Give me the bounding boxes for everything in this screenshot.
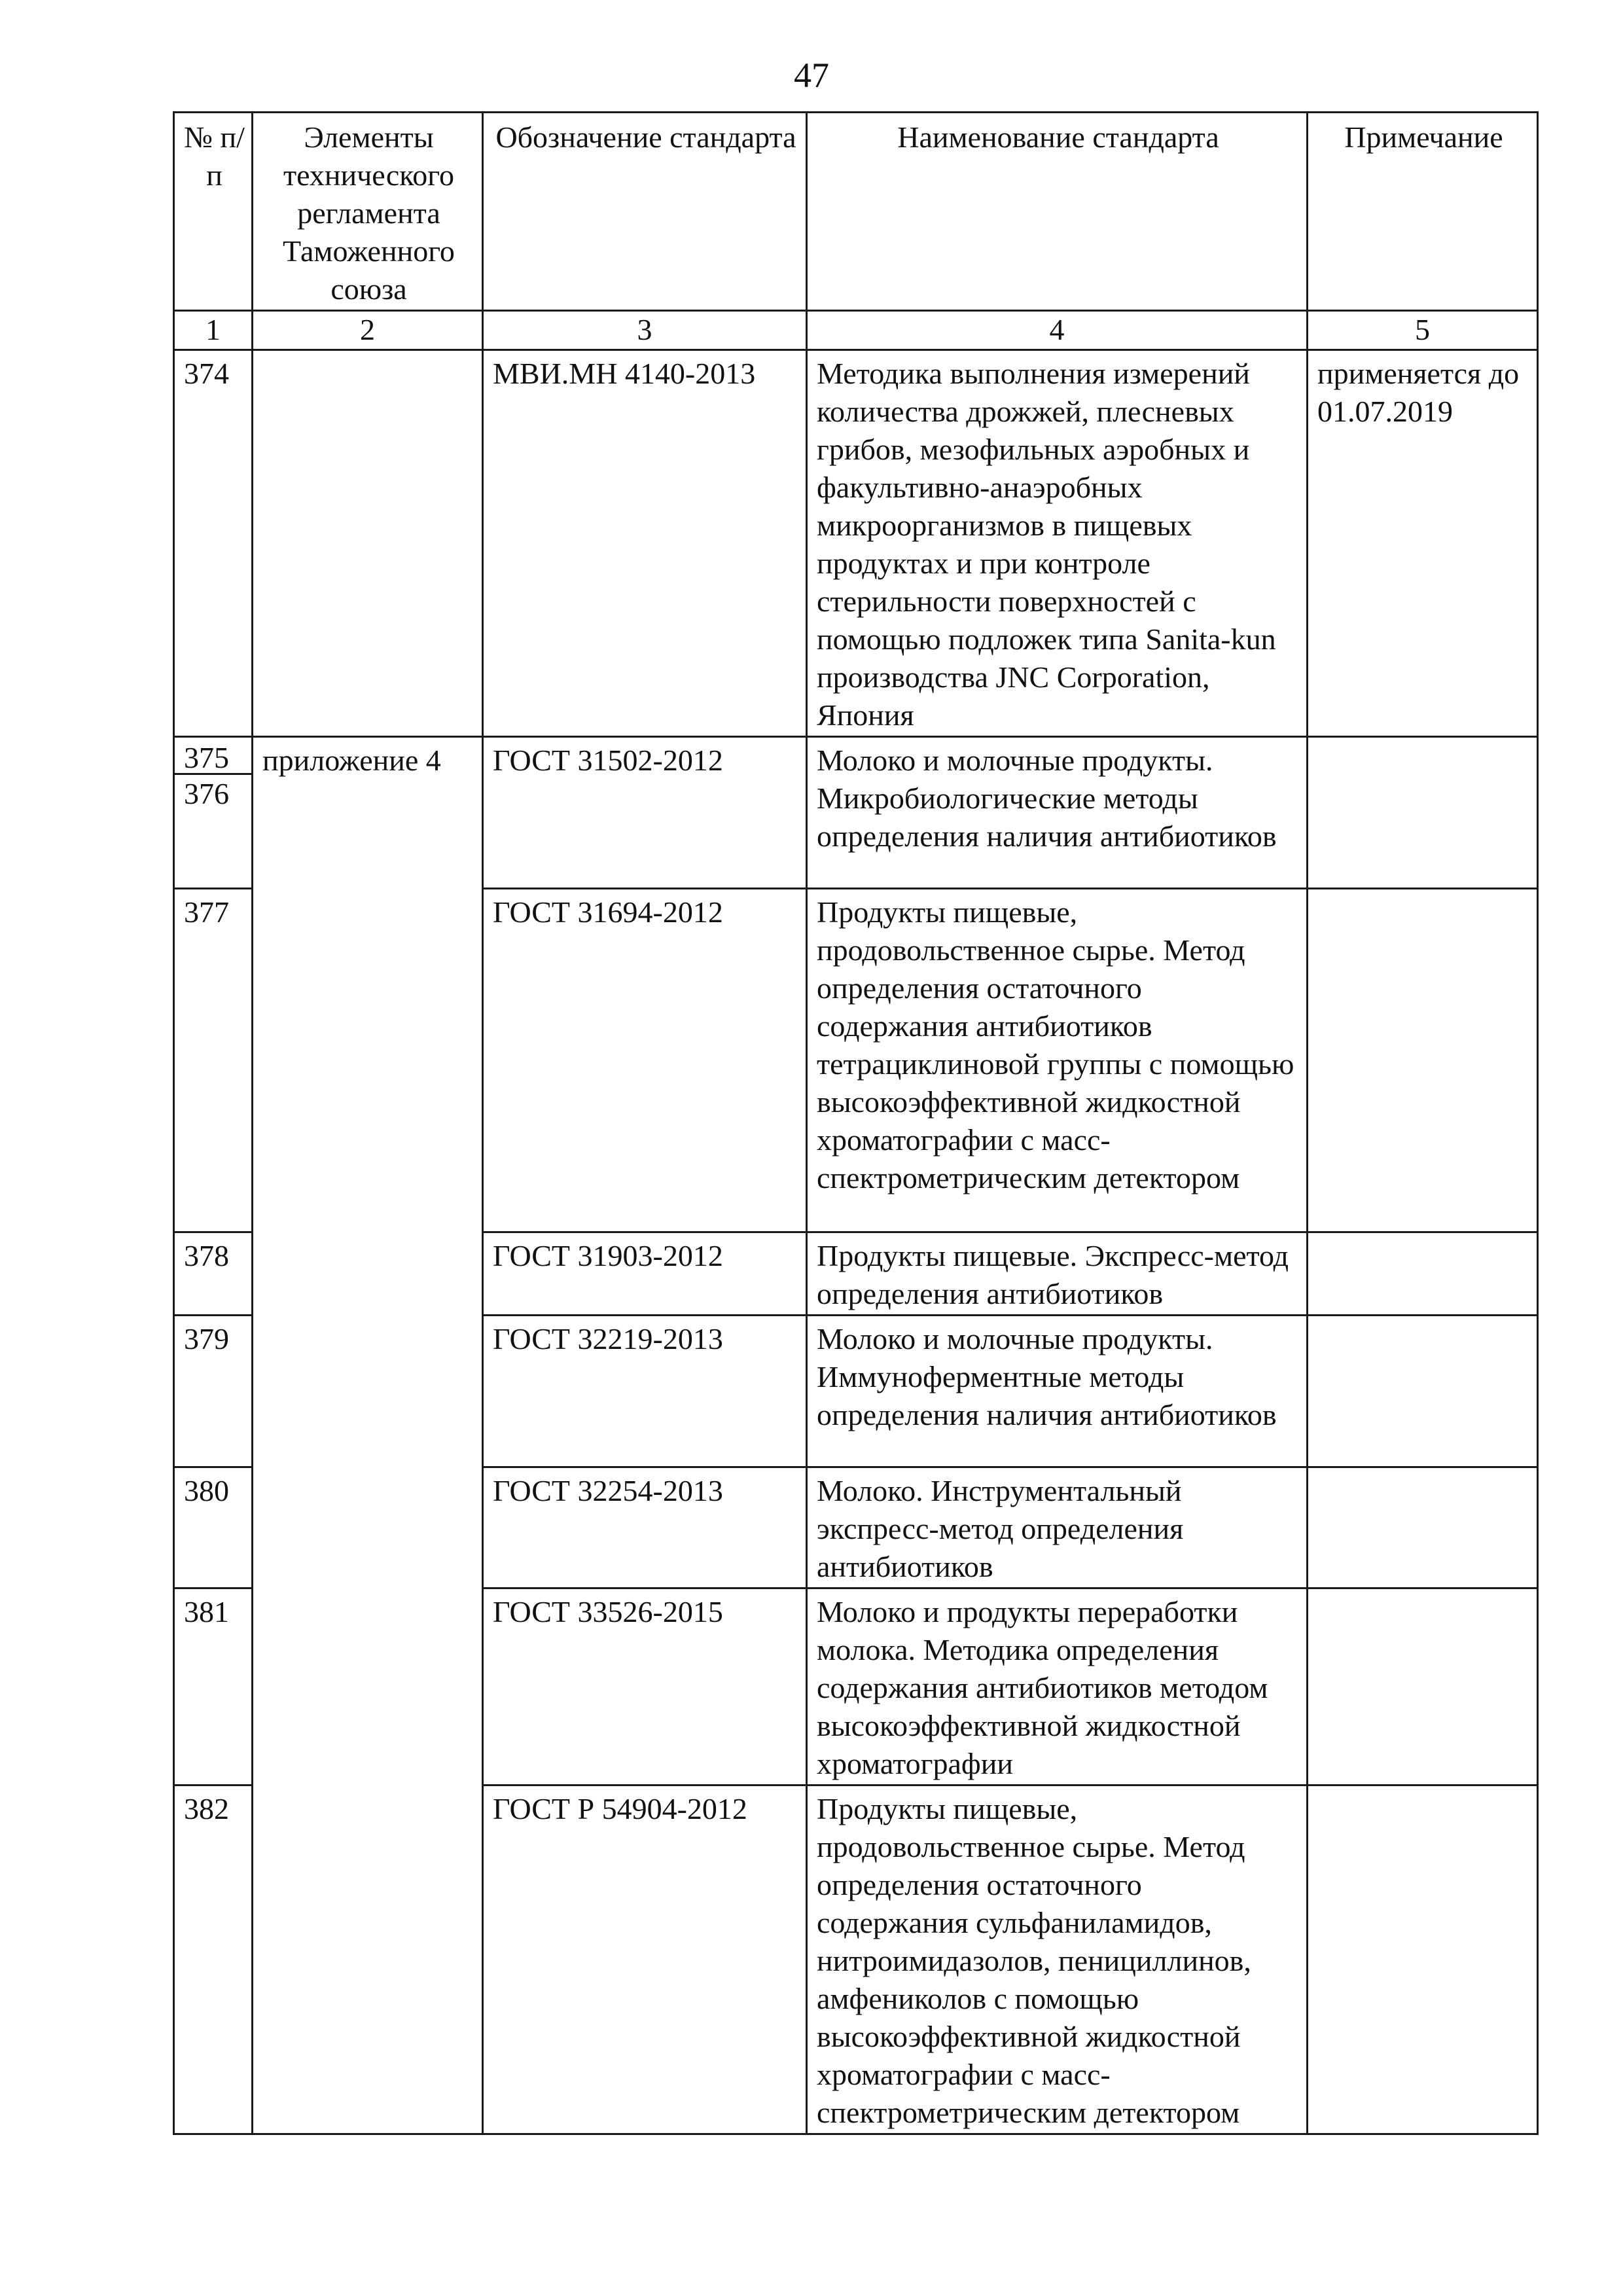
row-note (1308, 1467, 1538, 1588)
row-number: 378 (174, 1232, 253, 1316)
row-designation: ГОСТ 33526-2015 (483, 1588, 807, 1785)
row-designation: ГОСТ 32254-2013 (483, 1467, 807, 1588)
row-number: 377 (174, 889, 253, 1232)
row-standard-name: Молоко и продукты переработки молока. Методика определения содержания антибиотиков методом высокоэффективной жидкостной хроматографии (807, 1588, 1308, 1785)
row-number: 380 (174, 1467, 253, 1588)
row-designation: ГОСТ 31694-2012 (483, 889, 807, 1232)
row-standard-name: Методика выполнения измерений количества дрожжей, плесневых грибов, мезофильных аэробных и факультивно-анаэробных микроорганизмов в пищевых продуктах и при контроле стерильности поверхностей с помощью подложек типа Sanita-kun производства JNC Corporation, Япония (807, 350, 1308, 737)
row-number: 374 (174, 350, 253, 737)
row-note (1308, 1588, 1538, 1785)
row-standard-name: Продукты пищевые. Экспресс-метод определения антибиотиков (807, 1232, 1308, 1316)
row-element: приложение 4 (253, 737, 483, 2134)
table-row (174, 737, 1538, 889)
header-note: Примечание (1308, 113, 1538, 311)
table-row (174, 350, 1538, 737)
column-number: 1 (174, 311, 253, 350)
row-designation: ГОСТ 31502-2012 (483, 737, 807, 889)
row-note (1308, 889, 1538, 1232)
column-number-row (174, 311, 1538, 350)
header-element: Элементы технического регламента Таможенного союза (253, 113, 483, 311)
header-designation: Обозначение стандарта (483, 113, 807, 311)
column-number: 2 (253, 311, 483, 350)
row-number: 375 (175, 738, 251, 775)
column-number: 4 (807, 311, 1308, 350)
row-note (1308, 1785, 1538, 2134)
row-standard-name: Продукты пищевые, продовольственное сырье. Метод определения остаточного содержания сульфаниламидов, нитроимидазолов, пенициллинов, амфениколов с помощью высокоэффективной жидкостной хроматографии с масс-спектрометрическим детектором (807, 1785, 1308, 2134)
row-standard-name: Молоко. Инструментальный экспресс-метод определения антибиотиков (807, 1467, 1308, 1588)
column-number: 5 (1308, 311, 1538, 350)
row-number: 376 (184, 777, 229, 810)
row-number-split (174, 737, 253, 889)
page-number: 47 (794, 56, 829, 95)
row-note (1308, 1316, 1538, 1467)
row-designation: ГОСТ Р 54904-2012 (483, 1785, 807, 2134)
column-number: 3 (483, 311, 807, 350)
row-note (1308, 1232, 1538, 1316)
row-standard-name: Продукты пищевые, продовольственное сырье. Метод определения остаточного содержания антибиотиков тетрациклиновой группы с помощью высокоэффективной жидкостной хроматографии с масс-спектрометрическим детектором (807, 889, 1308, 1232)
row-standard-name: Молоко и молочные продукты. Микробиологические методы определения наличия антибиотиков (807, 737, 1308, 889)
row-note: применяется до 01.07.2019 (1308, 350, 1538, 737)
table-header-row (174, 113, 1538, 311)
row-designation: ГОСТ 32219-2013 (483, 1316, 807, 1467)
header-num: № п/п (174, 113, 253, 311)
standards-table (173, 111, 1539, 2135)
row-designation: МВИ.МН 4140-2013 (483, 350, 807, 737)
row-element (253, 350, 483, 737)
header-name: Наименование стандарта (807, 113, 1308, 311)
row-note (1308, 737, 1538, 889)
row-number: 382 (174, 1785, 253, 2134)
row-number: 381 (174, 1588, 253, 1785)
row-designation: ГОСТ 31903-2012 (483, 1232, 807, 1316)
row-number: 379 (174, 1316, 253, 1467)
row-standard-name: Молоко и молочные продукты. Иммуноферментные методы определения наличия антибиотиков (807, 1316, 1308, 1467)
